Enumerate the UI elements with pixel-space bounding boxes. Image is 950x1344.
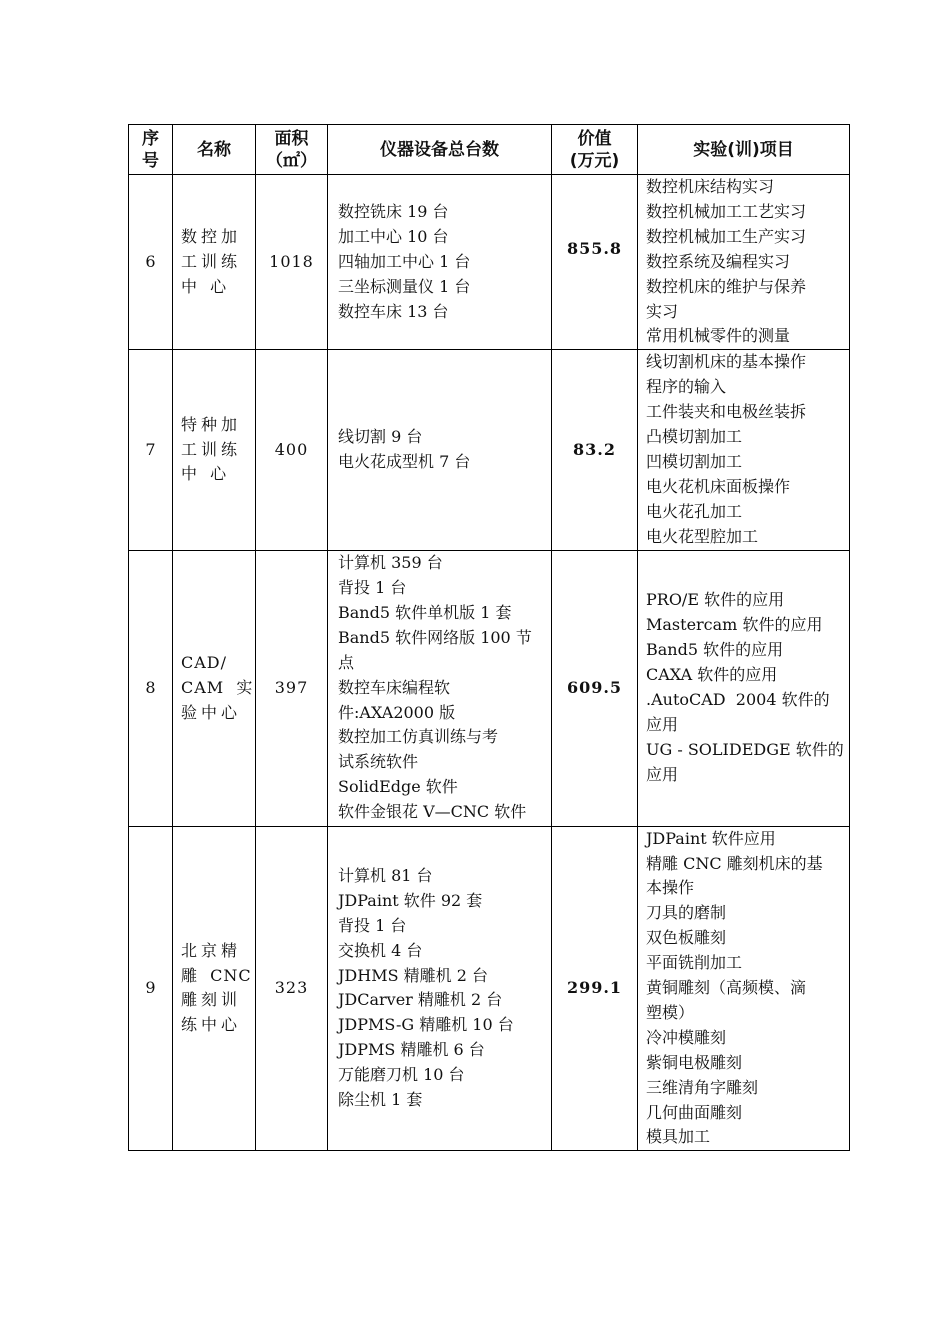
row-name: CAD/ CAM 实 验中心	[173, 550, 256, 826]
row-projects: 线切割机床的基本操作 程序的输入 工件装夹和电极丝装拆 凸模切割加工 凹模切割加工 电火花机床面板操作 电火花孔加工 电火花型腔加工	[638, 350, 850, 550]
row-area: 400	[256, 350, 328, 550]
header-equipment: 仪器设备总台数	[328, 125, 552, 175]
table-row	[129, 550, 850, 826]
header-row	[129, 125, 850, 175]
header-value: 价值 (万元)	[552, 125, 638, 175]
header-projects: 实验(训)项目	[638, 125, 850, 175]
row-index: 7	[129, 350, 173, 550]
row-equipment: 线切割 9 台 电火花成型机 7 台	[328, 350, 552, 550]
row-name: 特种加 工训练 中 心	[173, 350, 256, 550]
lab-equipment-table	[128, 124, 850, 1151]
row-projects: JDPaint 软件应用 精雕 CNC 雕刻机床的基 本操作 刀具的磨制 双色板雕刻 平面铣削加工 黄铜雕刻（高频模、滴 塑模） 冷冲模雕刻 紫铜电极雕刻 三维清角字雕刻 几何曲面雕刻 模具加工	[638, 826, 850, 1151]
row-equipment: 数控铣床 19 台 加工中心 10 台 四轴加工中心 1 台 三坐标测量仪 1 台 数控车床 13 台	[328, 175, 552, 350]
row-value: 299.1	[552, 826, 638, 1151]
row-name: 北京精 雕 CNC 雕刻训 练中心	[173, 826, 256, 1151]
row-value: 609.5	[552, 550, 638, 826]
row-value: 855.8	[552, 175, 638, 350]
table-row	[129, 350, 850, 550]
row-index: 8	[129, 550, 173, 826]
header-name: 名称	[173, 125, 256, 175]
row-area: 1018	[256, 175, 328, 350]
row-equipment: 计算机 81 台 JDPaint 软件 92 套 背投 1 台 交换机 4 台 JDHMS 精雕机 2 台 JDCarver 精雕机 2 台 JDPMS-G 精雕机 10 台 JDPMS 精雕机 6 台 万能磨刀机 10 台 除尘机 1 套	[328, 826, 552, 1151]
header-area: 面积 （㎡）	[256, 125, 328, 175]
row-name: 数控加 工训练 中 心	[173, 175, 256, 350]
table-body	[129, 175, 850, 1151]
row-projects: 数控机床结构实习 数控机械加工工艺实习 数控机械加工生产实习 数控系统及编程实习 数控机床的维护与保养 实习 常用机械零件的测量	[638, 175, 850, 350]
row-projects: PRO/E 软件的应用 Mastercam 软件的应用 Band5 软件的应用 CAXA 软件的应用 .AutoCAD 2004 软件的 应用 UG - SOLIDEDGE 软件的 应用	[638, 550, 850, 826]
header-index: 序 号	[129, 125, 173, 175]
table-row	[129, 175, 850, 350]
row-index: 6	[129, 175, 173, 350]
row-area: 323	[256, 826, 328, 1151]
row-area: 397	[256, 550, 328, 826]
row-index: 9	[129, 826, 173, 1151]
row-equipment: 计算机 359 台 背投 1 台 Band5 软件单机版 1 套 Band5 软件网络版 100 节 点 数控车床编程软 件:AXA2000 版 数控加工仿真训练与考 试系统软件 SolidEdge 软件 软件金银花 V—CNC 软件	[328, 550, 552, 826]
table-row	[129, 826, 850, 1151]
row-value: 83.2	[552, 350, 638, 550]
